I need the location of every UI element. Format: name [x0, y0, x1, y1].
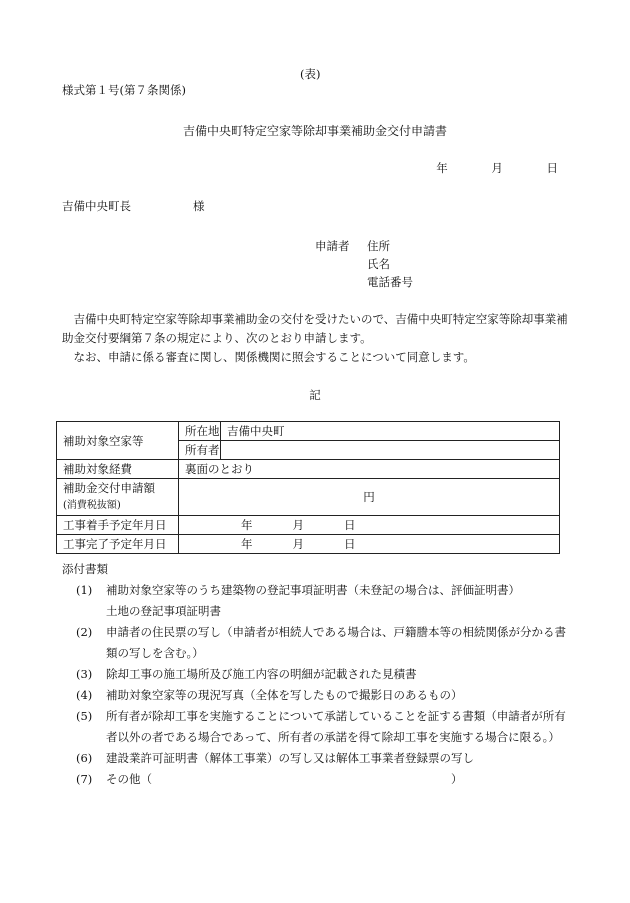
location-value[interactable]: 吉備中央町: [221, 422, 560, 441]
target-house-label: 補助対象空家等: [57, 422, 179, 460]
attachments-heading: 添付書類: [62, 562, 108, 576]
application-statement: [62, 310, 572, 367]
attachment-item: [62, 580, 568, 622]
attachment-item: [62, 685, 568, 706]
attachment-text: [106, 580, 568, 622]
attachment-number: (7): [76, 772, 93, 786]
attachment-text-main: 補助対象空家等のうち建築物の登記事項証明書（未登記の場合は、評価証明書）: [106, 583, 520, 597]
attachment-item: [62, 622, 568, 664]
attachment-number: (5): [76, 709, 93, 723]
applicant-phone-label[interactable]: 電話番号: [367, 275, 413, 289]
amount-label-cell: [57, 479, 179, 516]
start-date-label: 工事着手予定年月日: [57, 516, 179, 535]
expense-label: 補助対象経費: [57, 460, 179, 479]
addressee-name: 吉備中央町長: [62, 199, 131, 213]
owner-value[interactable]: [221, 441, 560, 460]
attachment-number: (4): [76, 688, 93, 702]
date-year[interactable]: 年: [436, 161, 448, 175]
date-day[interactable]: 日: [546, 161, 558, 175]
statement-paragraph-2: なお、申請に係る審査に関し、関係機関に照会することについて同意します。: [73, 350, 475, 364]
attachment-text: 除却工事の施工場所及び施工内容の明細が記載された見積書: [106, 667, 417, 681]
start-date-value[interactable]: [179, 516, 560, 535]
owner-label: 所有者: [179, 441, 221, 460]
form-number: 様式第１号(第７条関係): [62, 83, 186, 97]
attachment-text: 建設業許可証明書（解体工事業）の写し又は解体工事業者登録票の写し: [106, 751, 474, 765]
applicant-name-label[interactable]: 氏名: [367, 257, 390, 271]
amount-label: 補助金交付申請額: [63, 481, 155, 495]
start-day: 日: [344, 518, 356, 532]
attachment-item: [62, 769, 568, 790]
amount-value[interactable]: [179, 479, 560, 516]
end-day: 日: [344, 537, 356, 551]
attachment-text: 申請者の住民票の写し（申請者が相続人である場合は、戸籍謄本等の相続関係が分かる書類の写しを含む。）: [106, 625, 566, 660]
application-table: [56, 421, 560, 554]
attachment-text: 所有者が除却工事を実施することについて承諾していることを証する書類（申請者が所有者以外の者である場合であって、所有者の承諾を得て除却工事を実施する場合に限る。）: [106, 709, 566, 744]
attachment-item: [62, 664, 568, 685]
attachment-number: (3): [76, 667, 93, 681]
document-title: 吉備中央町特定空家等除却事業補助金交付申請書: [182, 124, 447, 138]
end-date-value[interactable]: [179, 535, 560, 554]
attachments-list: [62, 580, 568, 790]
attachment-item: [62, 706, 568, 748]
start-month: 月: [292, 518, 304, 532]
attachment-number: (2): [76, 625, 93, 639]
amount-unit: 円: [363, 490, 375, 504]
date-line: [436, 160, 558, 176]
front-side-label: (表): [300, 67, 321, 81]
end-month: 月: [292, 537, 304, 551]
addressee-honorific: 様: [193, 199, 205, 213]
amount-note: (消費税抜額): [63, 500, 121, 511]
start-year: 年: [241, 518, 253, 532]
applicant-address-label[interactable]: 住所: [367, 239, 390, 253]
statement-paragraph-1: 吉備中央町特定空家等除却事業補助金の交付を受けたいので、吉備中央町特定空家等除却事業補助金交付要綱第７条の規定により、次のとおり申請します。: [62, 312, 568, 345]
expense-value[interactable]: 裏面のとおり: [179, 460, 560, 479]
applicant-label: 申請者: [315, 239, 350, 253]
addressee: [62, 198, 205, 214]
location-label: 所在地: [179, 422, 221, 441]
attachment-text-continued: 土地の登記事項証明書: [106, 604, 221, 618]
attachment-item: [62, 748, 568, 769]
attachment-other-text[interactable]: その他（ ）: [106, 772, 463, 786]
date-month[interactable]: 月: [491, 161, 503, 175]
ki-marker: 記: [309, 388, 321, 402]
end-date-label: 工事完了予定年月日: [57, 535, 179, 554]
end-year: 年: [241, 537, 253, 551]
attachment-number: (1): [76, 583, 93, 597]
attachment-text: 補助対象空家等の現況写真（全体を写したもので撮影日のあるもの）: [106, 688, 463, 702]
attachment-number: (6): [76, 751, 93, 765]
